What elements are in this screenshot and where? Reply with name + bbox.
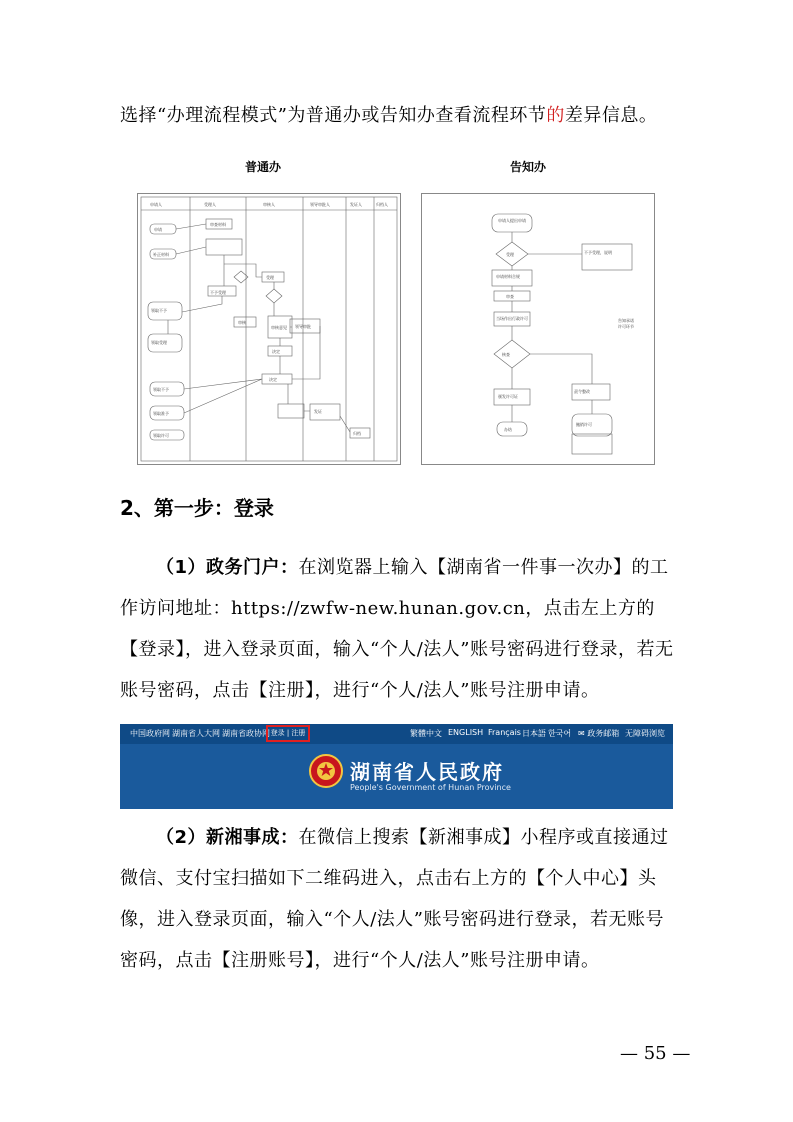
portal-label: （1）政务门户：: [156, 557, 299, 578]
intro-prefix: 选择“办理流程模式”为普通办或告知办查看流程环节: [120, 105, 547, 126]
xiang-label: （2）新湘事成：: [156, 827, 299, 848]
svg-text:审核: 审核: [238, 320, 246, 325]
link-trad-chinese[interactable]: 繁體中文: [410, 729, 442, 738]
gov-portal-banner: [120, 724, 673, 809]
svg-text:发证人: 发证人: [350, 202, 362, 207]
login-register-label: 登录 | 注册: [270, 729, 306, 737]
figure-title-notify: 告知办: [510, 160, 547, 174]
svg-text:审核意见: 审核意见: [271, 325, 287, 330]
link-french[interactable]: Français: [488, 728, 521, 737]
link-gov-mail[interactable]: ✉ 政务邮箱: [578, 729, 620, 738]
figure-title-normal: 普通办: [245, 160, 282, 174]
svg-text:撤销许可: 撤销许可: [576, 422, 592, 427]
svg-text:归档: 归档: [353, 431, 361, 436]
svg-text:申请: 申请: [154, 227, 162, 232]
page-number: — 55 —: [620, 1043, 691, 1064]
svg-text:不予受理，说明: 不予受理，说明: [584, 250, 612, 255]
svg-text:领导审批: 领导审批: [295, 324, 311, 329]
svg-text:申请材料合规: 申请材料合规: [496, 274, 520, 279]
link-english[interactable]: ENGLISH: [448, 728, 484, 737]
link-gov[interactable]: 中国政府网: [130, 729, 170, 738]
intro-paragraph: [120, 95, 680, 136]
svg-text:领取许可: 领取许可: [153, 433, 169, 438]
link-cppcc[interactable]: 湖南省政协网: [222, 729, 270, 738]
svg-text:受理: 受理: [266, 275, 274, 280]
svg-text:审查: 审查: [506, 294, 514, 299]
svg-text:核查: 核查: [502, 352, 510, 357]
svg-text:办结: 办结: [504, 427, 512, 432]
normal-process-flowchart: [137, 193, 401, 465]
login-register-button[interactable]: [266, 725, 310, 742]
xiang-text: 在微信上搜索【新湘事成】小程序或直接通过微信、支付宝扫描如下二维码进入，点击右上方的【个人中心】头像，进入登录页面，输入“个人/法人”账号密码进行登录，若无账号密码，点击【注册账号】，进行“个人/法人”账号注册申请。: [120, 827, 669, 971]
xiang-paragraph: [120, 817, 680, 981]
svg-text:当场作出行政许可: 当场作出行政许可: [496, 316, 528, 321]
svg-text:审核人: 审核人: [263, 202, 275, 207]
svg-text:不予受理: 不予受理: [210, 290, 226, 295]
intro-suffix: 差异信息。: [564, 105, 658, 126]
svg-text:领取不予: 领取不予: [151, 308, 167, 313]
svg-text:决定: 决定: [269, 377, 277, 382]
site-name-en: People's Government of Hunan Province: [350, 783, 511, 792]
svg-text:领取不予: 领取不予: [153, 387, 169, 392]
step-heading: 2、第一步：登录: [120, 496, 274, 520]
notify-diagram: [422, 194, 654, 464]
site-name: 湖南省人民政府: [350, 760, 504, 784]
svg-text:领取准予: 领取准予: [153, 411, 169, 416]
link-japanese[interactable]: 日本語: [522, 729, 546, 738]
intro-highlight: 的: [546, 105, 565, 126]
svg-text:责令整改: 责令整改: [574, 389, 590, 394]
link-npc[interactable]: 湖南省人大网: [172, 729, 220, 738]
svg-text:颁发许可证: 颁发许可证: [498, 394, 518, 399]
portal-text: 在浏览器上输入【湖南省一件事一次办】的工作访问地址：https://zwfw-new.hunan.gov.cn，点击左上方的【登录】，进入登录页面，输入“个人/法人”账号密码进行登录，若无账号密码，点击【注册】，进行“个人/法人”账号注册申请。: [120, 557, 674, 701]
notify-process-flowchart: [421, 193, 655, 465]
svg-text:申请人提出申请: 申请人提出申请: [498, 218, 526, 223]
svg-text:领取受理: 领取受理: [151, 340, 167, 345]
svg-text:审查材料: 审查材料: [210, 222, 226, 227]
svg-text:发证: 发证: [314, 409, 322, 414]
svg-text:归档人: 归档人: [376, 202, 388, 207]
svg-text:告知承诺: 告知承诺: [618, 318, 634, 323]
link-korean[interactable]: 한국어: [548, 729, 572, 738]
link-accessibility[interactable]: 无障碍浏览: [625, 729, 665, 738]
swimlane-diagram: [138, 194, 400, 464]
svg-text:申请人: 申请人: [150, 202, 162, 207]
svg-text:许可环节: 许可环节: [618, 324, 634, 329]
svg-text:受理人: 受理人: [204, 202, 216, 207]
national-emblem-icon: [309, 754, 343, 788]
portal-paragraph: [120, 547, 680, 711]
svg-text:受理: 受理: [506, 252, 514, 257]
svg-text:领导审批人: 领导审批人: [310, 202, 330, 207]
svg-text:决定: 决定: [272, 349, 280, 354]
banner-topbar: [120, 724, 673, 744]
svg-text:补正材料: 补正材料: [153, 252, 169, 257]
